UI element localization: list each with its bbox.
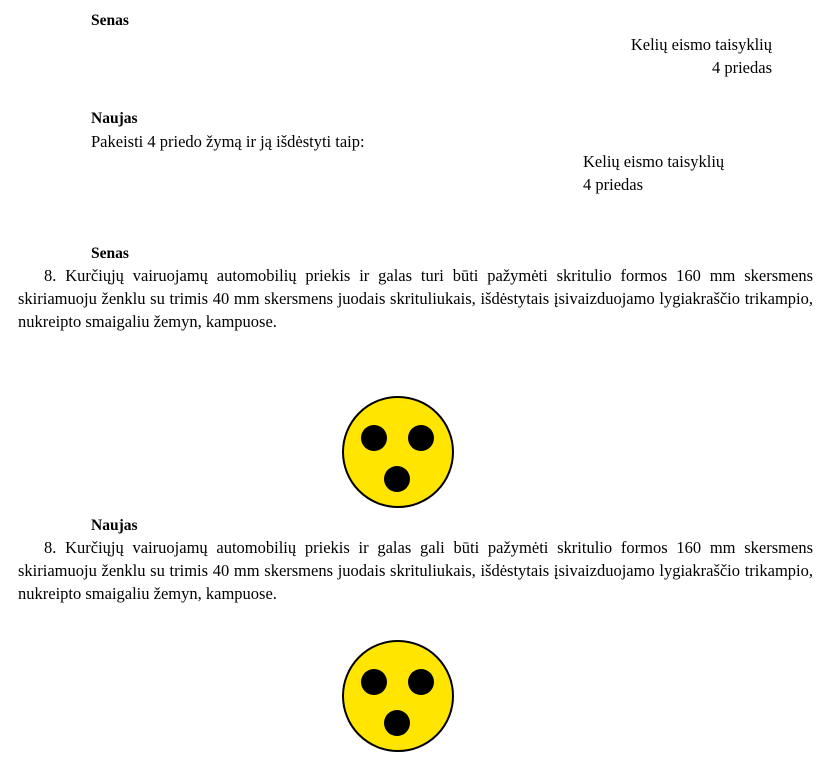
sign-dot-left-icon [361, 425, 387, 451]
annex-reference-1-line-2: 4 priedas [711, 57, 772, 77]
paragraph-old: 8. Kurčiųjų vairuojamų automobilių priekis ir galas turi būti pažymėti skritulio formos 160 mm skersmens skiriamuoju ženklu su trimis 40 mm skersmens juodais skrituliukais, išdėstytais įsivaizduojamo lygiakraščio trikampio, nukreipto smaigaliu žemyn, kampuose. [18, 266, 813, 331]
section-label-new-1: Naujas [91, 110, 138, 127]
section-label-old-1: Senas [91, 12, 129, 29]
annex-reference-1 [420, 34, 772, 80]
annex-reference-2 [583, 151, 803, 197]
sign-dot-right-icon [408, 425, 434, 451]
annex-reference-2-line-1: Kelių eismo taisyklių [583, 152, 725, 171]
sign-dot-bottom-icon [384, 466, 410, 492]
annex-reference-2-line-2: 4 priedas [583, 174, 644, 194]
section-label-old-2: Senas [91, 245, 129, 262]
sign-dot-bottom-icon [384, 710, 410, 736]
deaf-driver-sign-new [342, 640, 454, 752]
paragraph-new: 8. Kurčiųjų vairuojamų automobilių priekis ir galas gali būti pažymėti skritulio formos 160 mm skersmens skiriamuoju ženklu su trimis 40 mm skersmens juodais skrituliukais, išdėstytais įsivaizduojamo lygiakraščio trikampio, nukreipto smaigaliu žemyn, kampuose. [18, 538, 813, 603]
sign-dot-right-icon [408, 669, 434, 695]
section-label-new-2: Naujas [91, 517, 138, 534]
annex-reference-1-line-1: Kelių eismo taisyklių [630, 35, 772, 54]
sign-dot-left-icon [361, 669, 387, 695]
instruction-text: Pakeisti 4 priedo žymą ir ją išdėstyti taip: [91, 132, 365, 151]
deaf-driver-sign-old [342, 396, 454, 508]
